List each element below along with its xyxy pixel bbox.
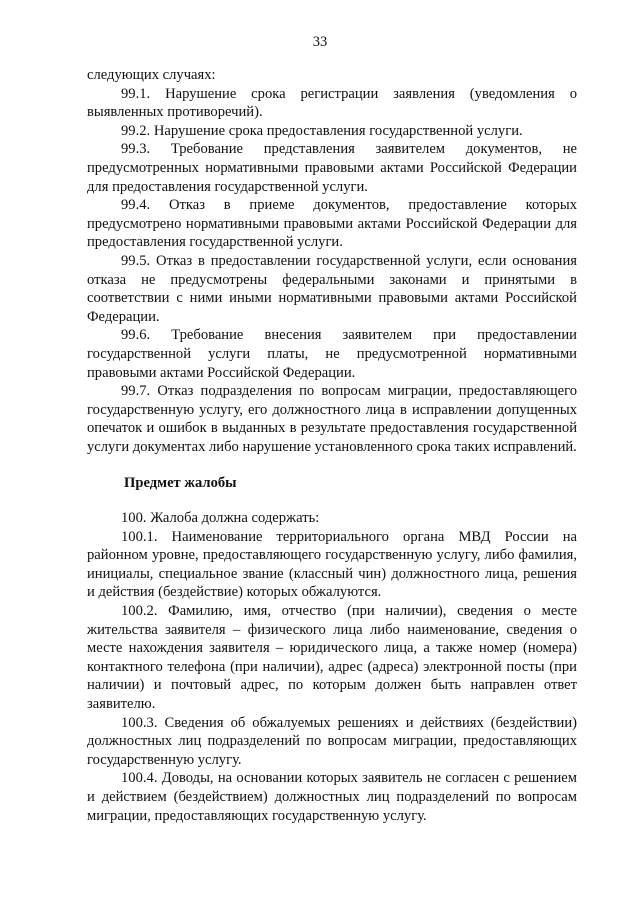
paragraph-99-7: 99.7. Отказ подразделения по вопросам миграции, предоставляющего государственную услугу, его должностного лица в исправлении допущенных опечаток и ошибок в выданных в результате предоставления государственной услуги документах либо нарушение установленного срока таких исправлений. [87,383,577,455]
paragraph-99-3: 99.3. Требование представления заявителем документов, не предусмотренных нормативными правовыми актами Российской Федерации для предоставления государственной услуги. [87,141,577,195]
paragraph-100-2: 100.2. Фамилию, имя, отчество (при наличии), сведения о месте жительства заявителя – физического лица либо наименование, сведения о месте нахождения заявителя – юридического лица, а также номер (номера) контактного телефона (при наличии), адрес (адреса) электронной посты (при наличии) и почтовый адрес, по которым должен быть направлен ответ заявителю. [87,603,577,712]
paragraph-99-6: 99.6. Требование внесения заявителем при предоставлении государственной услуги платы, не предусмотренной нормативными правовыми актами Российской Федерации. [87,327,577,381]
paragraph-100-4: 100.4. Доводы, на основании которых заявитель не согласен с решением и действием (бездействием) должностных лиц подразделений по вопросам миграции, предоставляющих государственную услугу. [87,770,577,824]
paragraph-100-3: 100.3. Сведения об обжалуемых решениях и действиях (бездействии) должностных лиц подразделений по вопросам миграции, предоставляющих государственную услугу. [87,714,577,768]
paragraph-99-2: 99.2. Нарушение срока предоставления государственной услуги. [121,122,523,139]
paragraph-100-1: 100.1. Наименование территориального органа МВД России на районном уровне, предоставляющего государственную услугу, либо фамилия, инициалы, специальное звание (классный чин) должностного лица, решения и действия (бездействие) которых обжалуются. [87,528,577,601]
paragraph-99-1: 99.1. Нарушение срока регистрации заявления (уведомления о выявленных противоречий). [87,85,577,121]
paragraph-99-4: 99.4. Отказ в приеме документов, предоставление которых предусмотрено нормативными правовыми актами Российской Федерации для предоставления государственной услуги. [87,197,577,251]
page-number: 33 [312,34,328,50]
paragraph-100: 100. Жалоба должна содержать: [121,510,320,527]
document-body [87,66,577,825]
paragraph-99-5: 99.5. Отказ в предоставлении государственной услуги, если основания отказа не предусмотрены федеральными законами и принятыми в соответствии с ними иными нормативными правовыми актами Российской Федерации. [87,252,577,325]
section-heading: Предмет жалобы [124,475,237,492]
paragraph-intro: следующих случаях: [87,67,216,83]
